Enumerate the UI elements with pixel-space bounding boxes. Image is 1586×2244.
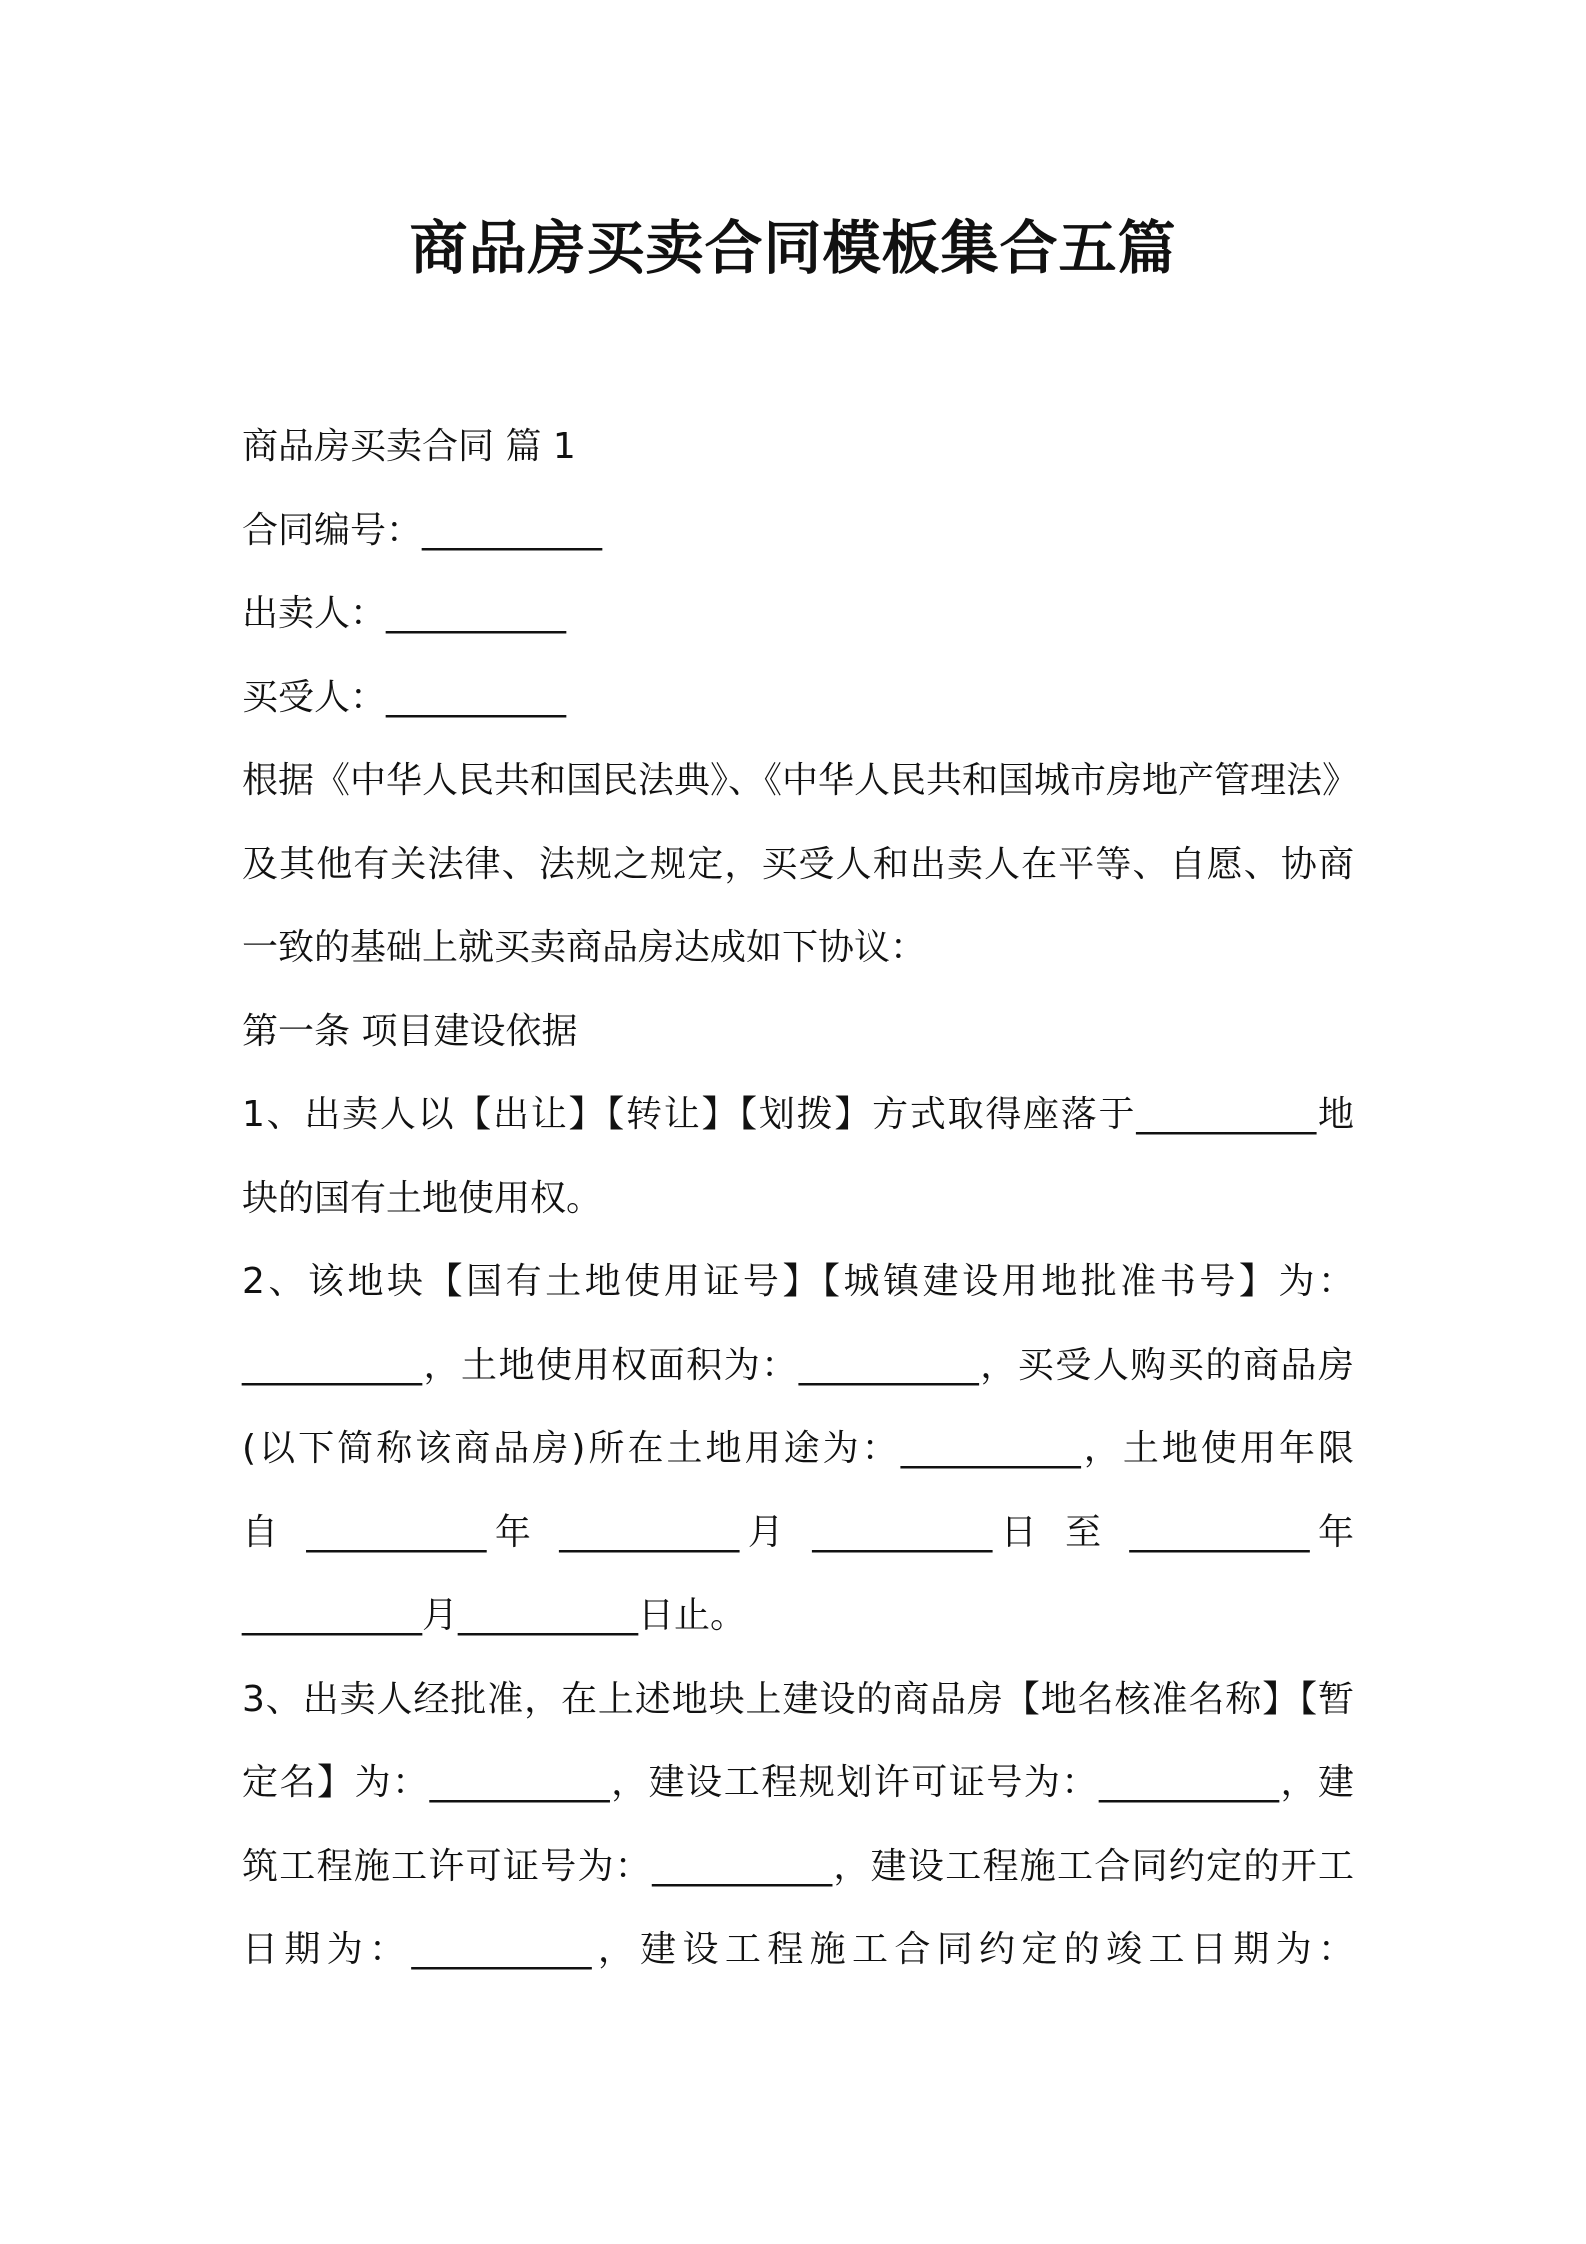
text-line: 自 __________年 __________月 __________日 至 __________年 [242,1511,1354,1553]
text-line: 根据《中华人民共和国民法典》、《中华人民共和国城市房地产管理法》 [242,760,1359,801]
text-line: 块的国有土地使用权。 [242,1177,603,1219]
text-line: 定名】为：__________，建设工程规划许可证号为：__________，建 [242,1762,1354,1803]
text-line: 商品房买卖合同 篇 1 [242,426,576,467]
text-line: 日期为：__________，建设工程施工合同约定的竣工日期为： [242,1929,1354,1970]
text-line: 1、出卖人以【出让】【转让】【划拨】方式取得座落于__________地 [242,1094,1354,1135]
text-line: 2、该地块【国有土地使用证号】【城镇建设用地批准书号】为： [242,1261,1354,1302]
text-line: 及其他有关法律、法规之规定，买受人和出卖人在平等、自愿、协商 [242,843,1354,885]
text-line: 筑工程施工许可证号为：__________，建设工程施工合同约定的开工 [242,1845,1354,1887]
text-line: 3、出卖人经批准，在上述地块上建设的商品房【地名核准名称】【暂 [242,1678,1354,1720]
text-line: __________，土地使用权面积为：__________，买受人购买的商品房 [242,1344,1354,1386]
text-line: __________月__________日止。 [242,1595,747,1636]
document-title: 商品房买卖合同模板集合五篇 [409,214,1177,282]
text-line: 买受人：__________ [242,676,567,718]
document-body [242,405,1359,1992]
text-line: 合同编号：__________ [242,509,603,551]
text-line: 出卖人：__________ [242,593,567,634]
text-line: 一致的基础上就买卖商品房达成如下协议： [242,927,927,968]
text-line: (以下简称该商品房)所在土地用途为：__________，土地使用年限 [242,1428,1354,1469]
text-line: 第一条 项目建设依据 [242,1010,578,1052]
